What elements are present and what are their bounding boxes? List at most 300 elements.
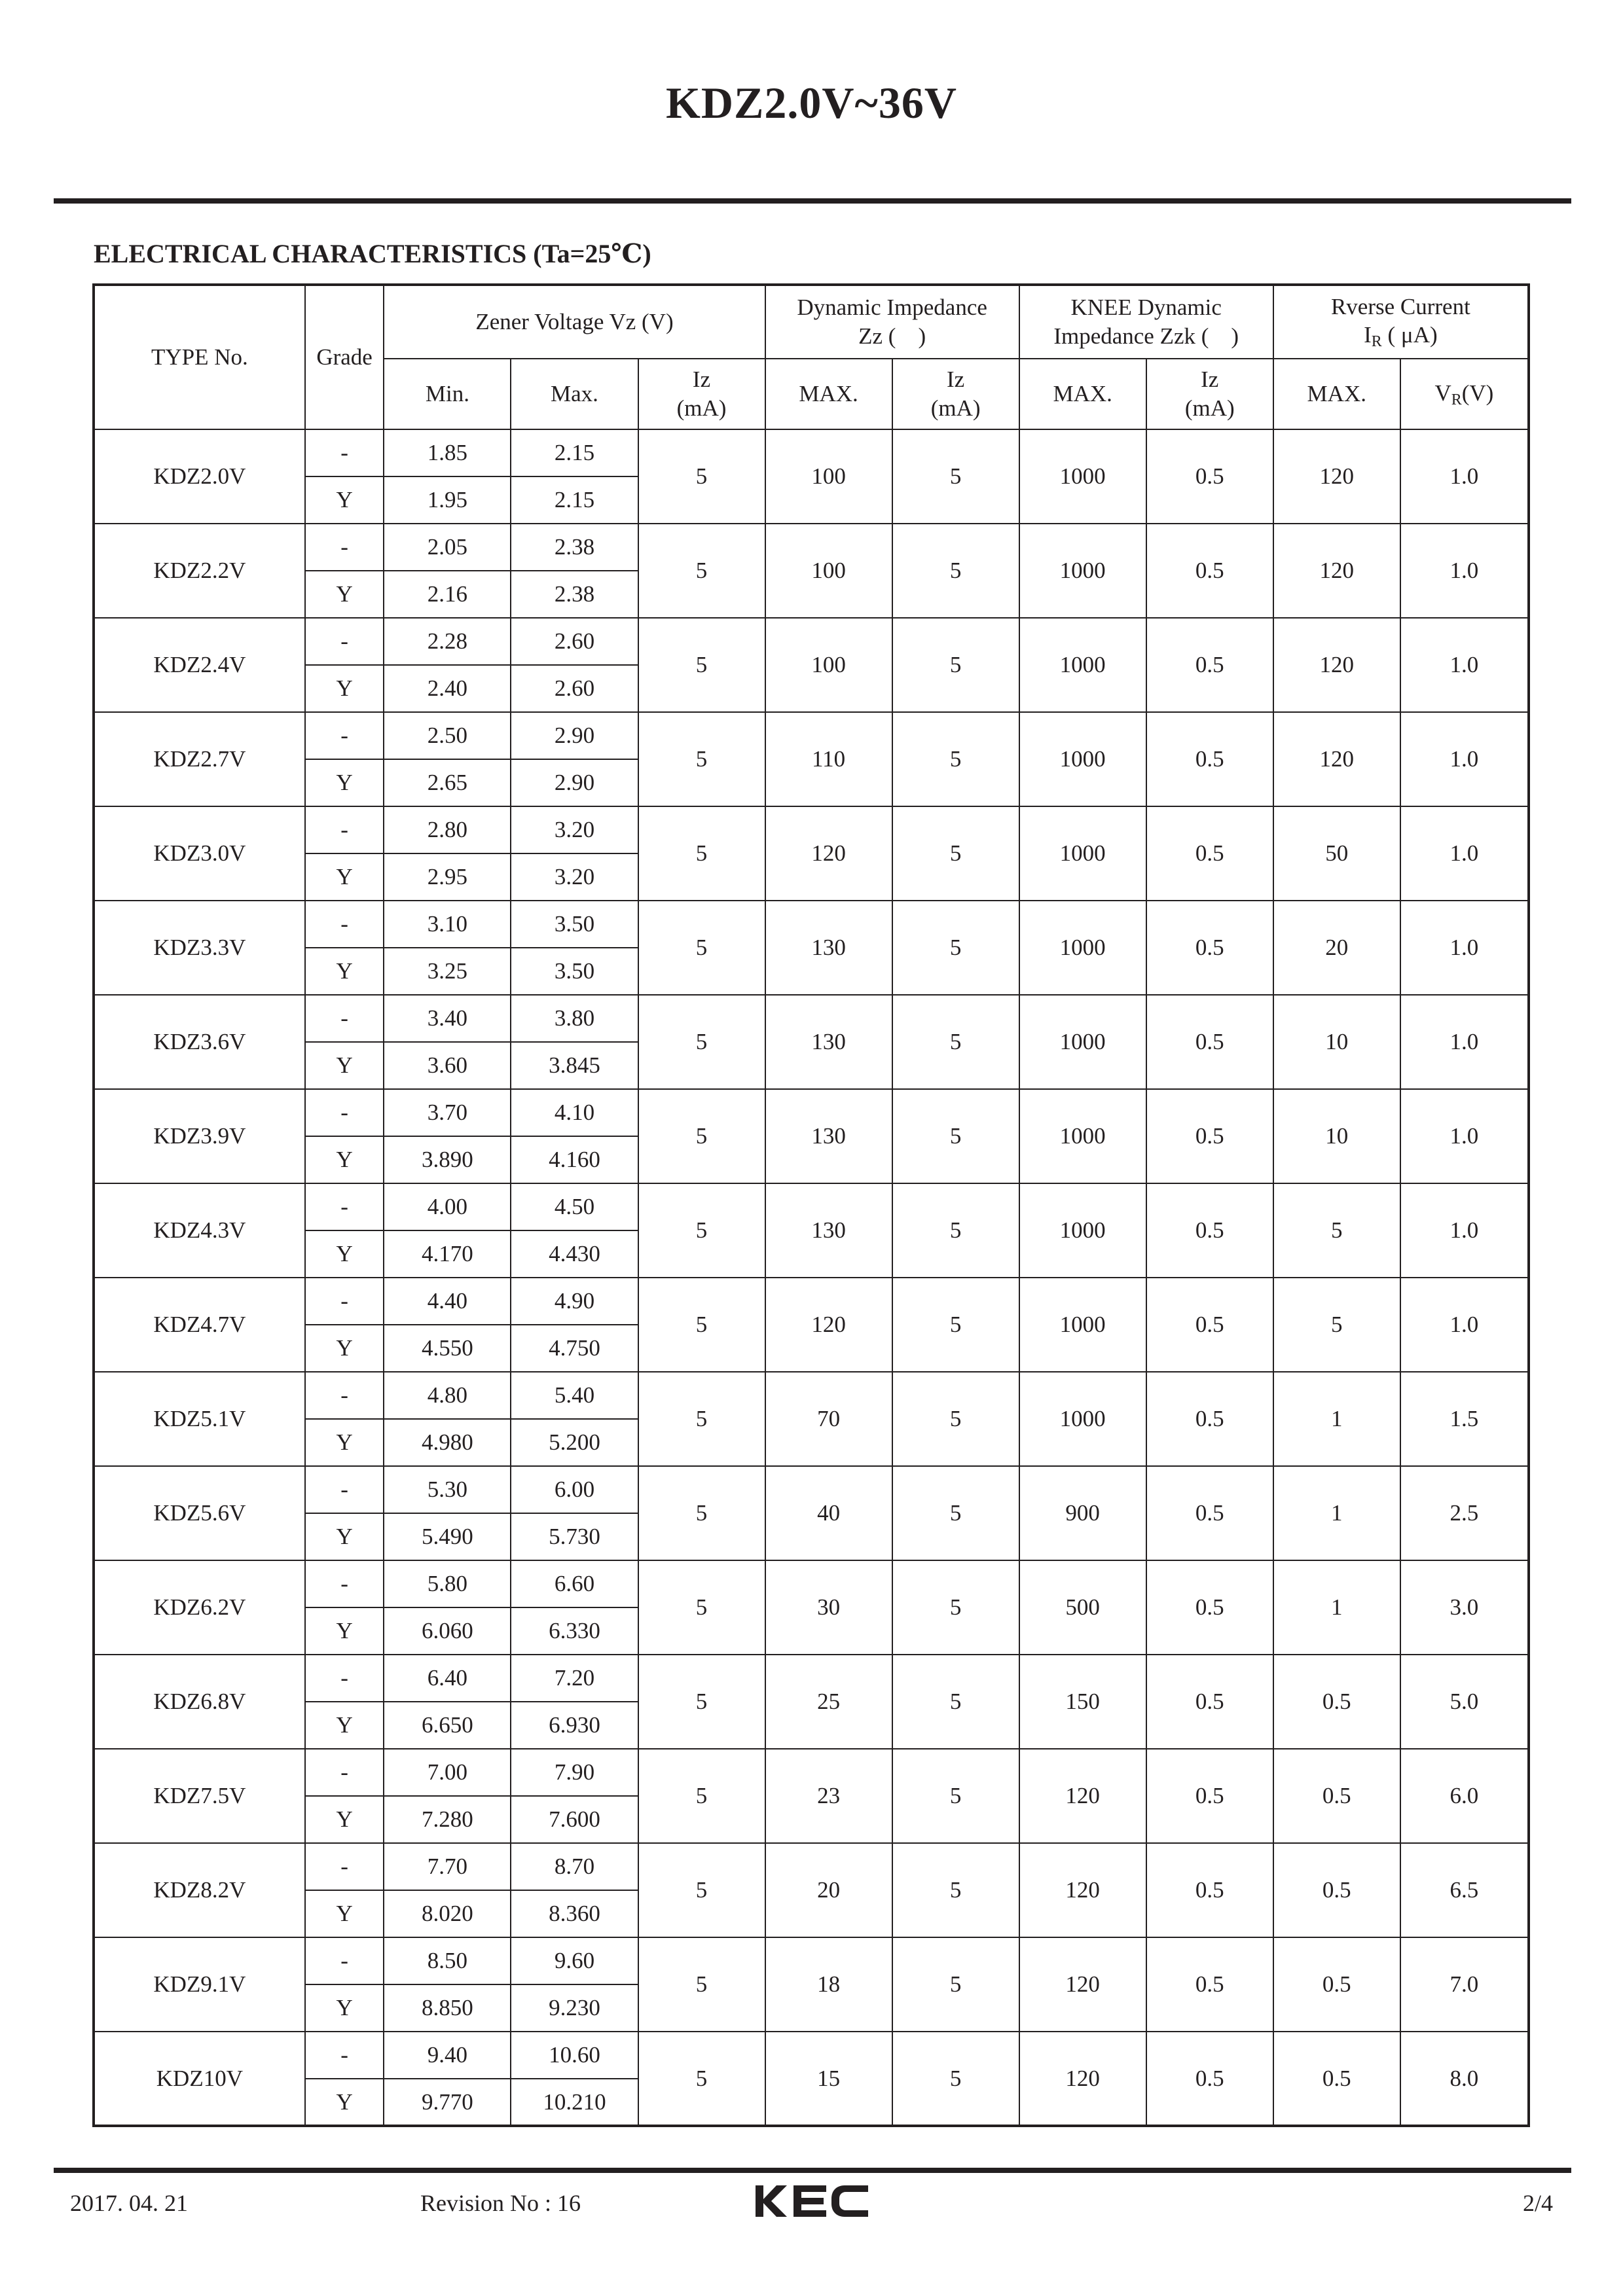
header-min: Min. [384, 359, 511, 429]
cell-vz-max: 3.845 [511, 1042, 638, 1089]
cell-ir-max: 0.5 [1273, 2032, 1400, 2126]
iz-unit: (mA) [930, 395, 981, 421]
cell-vz-max: 7.20 [511, 1655, 638, 1702]
cell-iz: 5 [638, 1843, 765, 1937]
table-row [94, 995, 1529, 1042]
cell-grade: - [305, 1372, 384, 1419]
header-dynamic-impedance [765, 285, 1019, 359]
cell-ir-max: 0.5 [1273, 1937, 1400, 2032]
cell-grade: - [305, 1843, 384, 1890]
cell-grade: - [305, 1278, 384, 1325]
reverse-current-subscript: R [1371, 333, 1382, 351]
cell-zz-max: 18 [765, 1937, 892, 2032]
cell-iz-zz: 5 [892, 1749, 1019, 1843]
header-knee-impedance [1019, 285, 1273, 359]
cell-vz-max: 6.60 [511, 1560, 638, 1607]
cell-grade: - [305, 524, 384, 571]
cell-vz-max: 9.230 [511, 1984, 638, 2032]
cell-vz-max: 8.360 [511, 1890, 638, 1937]
cell-iz: 5 [638, 1655, 765, 1749]
cell-zz-max: 25 [765, 1655, 892, 1749]
cell-iz-zz: 5 [892, 2032, 1019, 2126]
cell-zz-max: 120 [765, 1278, 892, 1372]
table-row [94, 1278, 1529, 1325]
cell-vz-min: 4.80 [384, 1372, 511, 1419]
cell-zzk-max: 1000 [1019, 1278, 1146, 1372]
header-iz-1 [638, 359, 765, 429]
cell-vz-max: 7.90 [511, 1749, 638, 1796]
dynamic-impedance-line1: Dynamic Impedance [797, 295, 987, 321]
cell-ir-max: 0.5 [1273, 1843, 1400, 1937]
cell-ir-max: 5 [1273, 1278, 1400, 1372]
cell-iz-zzk: 0.5 [1146, 1560, 1273, 1655]
header-rule [54, 198, 1571, 204]
iz-label: Iz [1201, 367, 1219, 393]
cell-vz-min: 2.50 [384, 712, 511, 759]
cell-vz-min: 5.490 [384, 1513, 511, 1560]
cell-grade: - [305, 901, 384, 948]
cell-iz: 5 [638, 1937, 765, 2032]
cell-zzk-max: 1000 [1019, 618, 1146, 712]
cell-ir-max: 1 [1273, 1560, 1400, 1655]
cell-iz-zz: 5 [892, 524, 1019, 618]
cell-vz-min: 3.70 [384, 1089, 511, 1136]
cell-vr: 1.0 [1400, 429, 1529, 524]
cell-vr: 2.5 [1400, 1466, 1529, 1560]
cell-vr: 1.0 [1400, 1278, 1529, 1372]
knee-impedance-close: ) [1231, 323, 1239, 349]
cell-iz: 5 [638, 1749, 765, 1843]
cell-grade: Y [305, 1890, 384, 1937]
cell-vz-max: 2.90 [511, 712, 638, 759]
cell-iz: 5 [638, 2032, 765, 2126]
cell-iz-zz: 5 [892, 429, 1019, 524]
cell-ir-max: 120 [1273, 429, 1400, 524]
page-title: KDZ2.0V~36V [666, 78, 957, 128]
cell-vz-min: 2.16 [384, 571, 511, 618]
cell-zz-max: 23 [765, 1749, 892, 1843]
header-ir-max: MAX. [1273, 359, 1400, 429]
vr-symbol: V [1434, 380, 1451, 406]
cell-iz-zzk: 0.5 [1146, 901, 1273, 995]
cell-vz-min: 6.060 [384, 1607, 511, 1655]
cell-grade: - [305, 429, 384, 476]
cell-iz: 5 [638, 901, 765, 995]
cell-iz-zz: 5 [892, 1183, 1019, 1278]
cell-iz: 5 [638, 1372, 765, 1466]
cell-iz: 5 [638, 618, 765, 712]
cell-type-no: KDZ6.2V [94, 1560, 305, 1655]
cell-ir-max: 5 [1273, 1183, 1400, 1278]
cell-iz: 5 [638, 429, 765, 524]
cell-ir-max: 10 [1273, 1089, 1400, 1183]
cell-vz-min: 2.40 [384, 665, 511, 712]
cell-zzk-max: 1000 [1019, 1372, 1146, 1466]
cell-vz-min: 3.10 [384, 901, 511, 948]
cell-vz-max: 2.15 [511, 429, 638, 476]
cell-vr: 8.0 [1400, 2032, 1529, 2126]
header-iz-2 [892, 359, 1019, 429]
cell-type-no: KDZ4.3V [94, 1183, 305, 1278]
cell-iz: 5 [638, 1089, 765, 1183]
cell-iz-zz: 5 [892, 1937, 1019, 2032]
cell-ir-max: 1 [1273, 1372, 1400, 1466]
vr-unit: (V) [1461, 380, 1494, 406]
cell-zz-max: 15 [765, 2032, 892, 2126]
cell-zz-max: 130 [765, 1183, 892, 1278]
cell-iz-zzk: 0.5 [1146, 1466, 1273, 1560]
cell-iz-zz: 5 [892, 1089, 1019, 1183]
cell-type-no: KDZ2.0V [94, 429, 305, 524]
cell-iz: 5 [638, 712, 765, 806]
cell-grade: Y [305, 1513, 384, 1560]
cell-iz-zzk: 0.5 [1146, 712, 1273, 806]
cell-zz-max: 100 [765, 524, 892, 618]
cell-zzk-max: 1000 [1019, 524, 1146, 618]
cell-grade: Y [305, 2079, 384, 2126]
cell-iz-zzk: 0.5 [1146, 2032, 1273, 2126]
cell-vz-min: 2.28 [384, 618, 511, 665]
header-vr [1400, 359, 1529, 429]
reverse-current-symbol: I [1364, 322, 1372, 348]
cell-type-no: KDZ4.7V [94, 1278, 305, 1372]
cell-zz-max: 130 [765, 995, 892, 1089]
table-row [94, 1843, 1529, 1890]
cell-iz: 5 [638, 524, 765, 618]
cell-vz-min: 8.850 [384, 1984, 511, 2032]
cell-vz-min: 3.40 [384, 995, 511, 1042]
cell-vz-max: 5.730 [511, 1513, 638, 1560]
footer-rule [54, 2168, 1571, 2173]
table-row [94, 1560, 1529, 1607]
cell-iz-zzk: 0.5 [1146, 1183, 1273, 1278]
cell-grade: Y [305, 1796, 384, 1843]
cell-iz-zz: 5 [892, 712, 1019, 806]
table-row [94, 429, 1529, 476]
dynamic-impedance-label: Zz ( [858, 323, 896, 349]
cell-vz-max: 7.600 [511, 1796, 638, 1843]
cell-iz-zz: 5 [892, 1843, 1019, 1937]
cell-vr: 5.0 [1400, 1655, 1529, 1749]
cell-type-no: KDZ9.1V [94, 1937, 305, 2032]
cell-vz-max: 5.200 [511, 1419, 638, 1466]
cell-vr: 1.0 [1400, 901, 1529, 995]
cell-grade: Y [305, 1702, 384, 1749]
cell-zzk-max: 120 [1019, 1937, 1146, 2032]
cell-grade: - [305, 1089, 384, 1136]
table-row [94, 524, 1529, 571]
cell-grade: - [305, 1466, 384, 1513]
cell-vr: 1.0 [1400, 712, 1529, 806]
cell-grade: - [305, 1749, 384, 1796]
cell-vr: 1.0 [1400, 1089, 1529, 1183]
cell-vz-max: 4.160 [511, 1136, 638, 1183]
cell-iz: 5 [638, 1560, 765, 1655]
cell-type-no: KDZ3.3V [94, 901, 305, 995]
header-type-no: TYPE No. [94, 285, 305, 429]
iz-label: Iz [692, 367, 711, 393]
cell-vz-min: 4.170 [384, 1230, 511, 1278]
cell-zzk-max: 500 [1019, 1560, 1146, 1655]
cell-type-no: KDZ3.6V [94, 995, 305, 1089]
cell-vr: 1.0 [1400, 995, 1529, 1089]
cell-iz-zz: 5 [892, 806, 1019, 901]
header-iz-3 [1146, 359, 1273, 429]
vr-subscript: R [1451, 391, 1462, 408]
cell-zzk-max: 1000 [1019, 1183, 1146, 1278]
knee-impedance-label: Impedance Zzk ( [1053, 323, 1209, 349]
cell-iz-zz: 5 [892, 1372, 1019, 1466]
cell-vz-min: 1.95 [384, 476, 511, 524]
iz-label: Iz [947, 367, 965, 393]
cell-vz-min: 5.80 [384, 1560, 511, 1607]
cell-iz-zzk: 0.5 [1146, 806, 1273, 901]
cell-vz-max: 4.50 [511, 1183, 638, 1230]
cell-vr: 1.0 [1400, 1183, 1529, 1278]
electrical-characteristics-table [92, 283, 1530, 2127]
cell-vz-max: 2.60 [511, 665, 638, 712]
cell-vz-min: 7.280 [384, 1796, 511, 1843]
cell-vz-min: 1.85 [384, 429, 511, 476]
cell-iz: 5 [638, 806, 765, 901]
cell-vz-min: 9.770 [384, 2079, 511, 2126]
cell-grade: Y [305, 665, 384, 712]
cell-iz-zzk: 0.5 [1146, 1843, 1273, 1937]
table-row [94, 1655, 1529, 1702]
header-zzk-max: MAX. [1019, 359, 1146, 429]
table-row [94, 712, 1529, 759]
cell-grade: Y [305, 853, 384, 901]
cell-grade: - [305, 1560, 384, 1607]
cell-grade: - [305, 1937, 384, 1984]
cell-vz-max: 2.90 [511, 759, 638, 806]
cell-grade: - [305, 806, 384, 853]
cell-grade: Y [305, 1984, 384, 2032]
cell-vr: 1.0 [1400, 524, 1529, 618]
cell-vz-min: 3.25 [384, 948, 511, 995]
cell-vz-min: 4.980 [384, 1419, 511, 1466]
cell-zzk-max: 1000 [1019, 1089, 1146, 1183]
cell-vr: 1.5 [1400, 1372, 1529, 1466]
cell-type-no: KDZ3.0V [94, 806, 305, 901]
cell-ir-max: 120 [1273, 524, 1400, 618]
cell-grade: - [305, 712, 384, 759]
reverse-current-line1: Rverse Current [1330, 293, 1470, 319]
cell-vz-min: 6.650 [384, 1702, 511, 1749]
cell-iz: 5 [638, 995, 765, 1089]
cell-iz-zzk: 0.5 [1146, 1655, 1273, 1749]
cell-iz-zzk: 0.5 [1146, 524, 1273, 618]
cell-iz-zz: 5 [892, 995, 1019, 1089]
cell-type-no: KDZ2.2V [94, 524, 305, 618]
cell-iz-zzk: 0.5 [1146, 1937, 1273, 2032]
footer-revision: Revision No : 16 [420, 2190, 581, 2216]
cell-ir-max: 0.5 [1273, 1655, 1400, 1749]
cell-vz-min: 9.40 [384, 2032, 511, 2079]
cell-vz-min: 8.50 [384, 1937, 511, 1984]
cell-grade: Y [305, 1136, 384, 1183]
cell-zz-max: 70 [765, 1372, 892, 1466]
cell-zz-max: 30 [765, 1560, 892, 1655]
cell-grade: Y [305, 1042, 384, 1089]
table-row [94, 1183, 1529, 1230]
cell-grade: Y [305, 759, 384, 806]
cell-zzk-max: 1000 [1019, 712, 1146, 806]
cell-zz-max: 130 [765, 901, 892, 995]
cell-vz-min: 3.60 [384, 1042, 511, 1089]
iz-unit: (mA) [676, 395, 727, 421]
cell-vz-min: 6.40 [384, 1655, 511, 1702]
cell-vr: 6.0 [1400, 1749, 1529, 1843]
cell-vz-min: 2.80 [384, 806, 511, 853]
knee-impedance-line2 [1020, 322, 1273, 351]
cell-zzk-max: 1000 [1019, 901, 1146, 995]
table-row [94, 901, 1529, 948]
cell-vz-max: 8.70 [511, 1843, 638, 1890]
cell-vz-max: 6.00 [511, 1466, 638, 1513]
cell-type-no: KDZ3.9V [94, 1089, 305, 1183]
cell-type-no: KDZ2.7V [94, 712, 305, 806]
table-row [94, 1937, 1529, 1984]
cell-grade: - [305, 1655, 384, 1702]
cell-zz-max: 20 [765, 1843, 892, 1937]
cell-vz-min: 7.00 [384, 1749, 511, 1796]
cell-grade: Y [305, 948, 384, 995]
cell-vz-min: 2.65 [384, 759, 511, 806]
cell-zzk-max: 120 [1019, 2032, 1146, 2126]
cell-type-no: KDZ2.4V [94, 618, 305, 712]
cell-iz-zz: 5 [892, 1278, 1019, 1372]
cell-vz-min: 2.05 [384, 524, 511, 571]
cell-type-no: KDZ6.8V [94, 1655, 305, 1749]
cell-iz: 5 [638, 1183, 765, 1278]
cell-vz-min: 4.00 [384, 1183, 511, 1230]
cell-ir-max: 50 [1273, 806, 1400, 901]
header-grade: Grade [305, 285, 384, 429]
cell-iz-zzk: 0.5 [1146, 1278, 1273, 1372]
cell-vz-min: 4.550 [384, 1325, 511, 1372]
reverse-current-line2 [1274, 321, 1527, 351]
cell-zz-max: 100 [765, 429, 892, 524]
cell-iz-zzk: 0.5 [1146, 1749, 1273, 1843]
cell-grade: Y [305, 1230, 384, 1278]
cell-vz-min: 2.95 [384, 853, 511, 901]
cell-zz-max: 100 [765, 618, 892, 712]
cell-vz-max: 2.15 [511, 476, 638, 524]
cell-vz-max: 3.20 [511, 853, 638, 901]
kec-logo [753, 2181, 871, 2221]
cell-grade: Y [305, 1607, 384, 1655]
cell-type-no: KDZ8.2V [94, 1843, 305, 1937]
table-row [94, 1466, 1529, 1513]
cell-zz-max: 130 [765, 1089, 892, 1183]
cell-grade: - [305, 995, 384, 1042]
cell-vz-max: 6.930 [511, 1702, 638, 1749]
dynamic-impedance-line2 [766, 322, 1019, 351]
cell-zz-max: 110 [765, 712, 892, 806]
cell-iz: 5 [638, 1278, 765, 1372]
cell-vz-max: 6.330 [511, 1607, 638, 1655]
cell-grade: Y [305, 1325, 384, 1372]
cell-iz-zzk: 0.5 [1146, 995, 1273, 1089]
cell-vz-max: 4.10 [511, 1089, 638, 1136]
cell-vz-max: 3.50 [511, 948, 638, 995]
cell-ir-max: 20 [1273, 901, 1400, 995]
header-reverse-current [1273, 285, 1529, 359]
cell-vz-max: 5.40 [511, 1372, 638, 1419]
cell-iz-zzk: 0.5 [1146, 1372, 1273, 1466]
table-row [94, 618, 1529, 665]
cell-ir-max: 0.5 [1273, 1749, 1400, 1843]
reverse-current-unit: ( μA) [1381, 322, 1438, 348]
cell-zzk-max: 900 [1019, 1466, 1146, 1560]
cell-vz-max: 4.430 [511, 1230, 638, 1278]
cell-ir-max: 1 [1273, 1466, 1400, 1560]
cell-iz-zz: 5 [892, 1655, 1019, 1749]
section-title: ELECTRICAL CHARACTERISTICS (Ta=25℃) [94, 239, 651, 268]
cell-iz-zzk: 0.5 [1146, 429, 1273, 524]
cell-vz-min: 3.890 [384, 1136, 511, 1183]
cell-vz-max: 9.60 [511, 1937, 638, 1984]
cell-vz-min: 4.40 [384, 1278, 511, 1325]
cell-vz-max: 10.210 [511, 2079, 638, 2126]
cell-grade: - [305, 618, 384, 665]
cell-iz-zzk: 0.5 [1146, 1089, 1273, 1183]
footer-page-number: 2/4 [1522, 2190, 1553, 2216]
cell-vz-min: 5.30 [384, 1466, 511, 1513]
cell-vz-max: 2.38 [511, 571, 638, 618]
cell-vz-max: 4.750 [511, 1325, 638, 1372]
cell-iz-zz: 5 [892, 1560, 1019, 1655]
header-zener-voltage: Zener Voltage Vz (V) [384, 285, 765, 359]
cell-zzk-max: 150 [1019, 1655, 1146, 1749]
table-row [94, 1372, 1529, 1419]
cell-vz-max: 3.50 [511, 901, 638, 948]
table-row [94, 806, 1529, 853]
cell-iz-zz: 5 [892, 618, 1019, 712]
cell-type-no: KDZ5.1V [94, 1372, 305, 1466]
cell-ir-max: 10 [1273, 995, 1400, 1089]
cell-vz-max: 3.20 [511, 806, 638, 853]
dynamic-impedance-close: ) [918, 323, 926, 349]
cell-ir-max: 120 [1273, 712, 1400, 806]
header-zz-max: MAX. [765, 359, 892, 429]
cell-grade: - [305, 1183, 384, 1230]
table-body [94, 429, 1529, 2126]
cell-zzk-max: 120 [1019, 1749, 1146, 1843]
cell-vz-max: 2.38 [511, 524, 638, 571]
cell-zzk-max: 1000 [1019, 995, 1146, 1089]
cell-vz-max: 3.80 [511, 995, 638, 1042]
footer-date: 2017. 04. 21 [70, 2190, 188, 2216]
cell-ir-max: 120 [1273, 618, 1400, 712]
table-row [94, 1749, 1529, 1796]
cell-vz-max: 4.90 [511, 1278, 638, 1325]
cell-zzk-max: 120 [1019, 1843, 1146, 1937]
cell-type-no: KDZ10V [94, 2032, 305, 2126]
cell-grade: Y [305, 1419, 384, 1466]
header-max: Max. [511, 359, 638, 429]
cell-iz: 5 [638, 1466, 765, 1560]
cell-zz-max: 120 [765, 806, 892, 901]
table-row [94, 1089, 1529, 1136]
cell-vr: 3.0 [1400, 1560, 1529, 1655]
cell-vz-max: 2.60 [511, 618, 638, 665]
cell-vr: 1.0 [1400, 806, 1529, 901]
cell-grade: Y [305, 476, 384, 524]
cell-type-no: KDZ7.5V [94, 1749, 305, 1843]
cell-vz-min: 7.70 [384, 1843, 511, 1890]
